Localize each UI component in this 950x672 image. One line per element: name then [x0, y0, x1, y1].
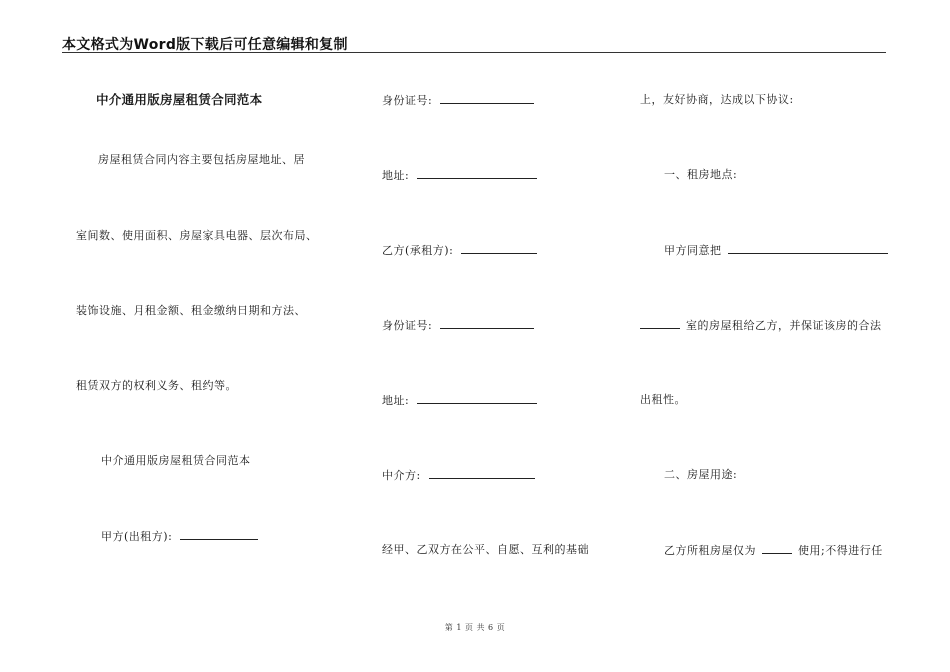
agent-row	[382, 468, 535, 483]
id-number-a-blank	[440, 93, 534, 104]
page-footer: 第 1 页 共 6 页	[444, 623, 506, 632]
address-a-blank	[417, 168, 537, 179]
intro-line-4: 租赁双方的权利义务、租约等。	[76, 379, 237, 392]
room-number-blank	[640, 318, 680, 329]
address-a-row	[382, 168, 537, 183]
party-a-blank	[180, 529, 258, 540]
house-use-suffix: 使用;不得进行任	[798, 544, 883, 557]
address-a-label: 地址:	[382, 169, 410, 182]
agent-label: 中介方:	[382, 469, 421, 482]
address-b-label: 地址:	[382, 394, 410, 407]
agent-blank	[429, 468, 535, 479]
header-rule	[62, 52, 886, 53]
intro-line-1: 房屋租赁合同内容主要包括房屋地址、居	[98, 153, 305, 166]
id-number-b-label: 身份证号:	[382, 319, 433, 332]
id-number-a-row	[382, 93, 534, 108]
house-use-blank	[762, 543, 792, 554]
rental-room-text: 室的房屋租给乙方，并保证该房的合法	[686, 319, 882, 332]
id-number-b-blank	[440, 318, 534, 329]
rental-room-row	[640, 318, 882, 333]
document-title: 中介通用版房屋租赁合同范本	[96, 92, 263, 107]
id-number-b-row	[382, 318, 534, 333]
section-2-heading: 二、房屋用途:	[664, 468, 738, 481]
subtitle: 中介通用版房屋租赁合同范本	[101, 454, 251, 467]
party-a-label: 甲方(出租方):	[101, 530, 173, 543]
intro-line-3: 装饰设施、月租金额、租金缴纳日期和方法、	[76, 304, 306, 317]
party-b-blank	[461, 243, 537, 254]
intro-line-2: 室间数、使用面积、房屋家具电器、层次布局、	[76, 229, 318, 242]
address-b-blank	[417, 393, 537, 404]
lessor-agrees-row	[664, 243, 888, 258]
house-use-prefix: 乙方所租房屋仅为	[664, 544, 756, 557]
document-header: 本文格式为Word版下载后可任意编辑和复制	[62, 37, 348, 53]
address-b-row	[382, 393, 537, 408]
agreement-line-1: 经甲、乙双方在公平、自愿、互利的基础	[382, 543, 589, 556]
party-b-label: 乙方(承租方):	[382, 244, 454, 257]
agreement-line-2: 上，友好协商，达成以下协议:	[640, 93, 794, 106]
section-1-heading: 一、租房地点:	[664, 168, 738, 181]
id-number-a-label: 身份证号:	[382, 94, 433, 107]
legal-rental-text: 出租性。	[640, 393, 686, 406]
lessor-agrees-label: 甲方同意把	[664, 244, 722, 257]
party-a-row	[101, 529, 258, 544]
house-use-row	[664, 543, 883, 558]
property-address-blank	[728, 243, 888, 254]
party-b-row	[382, 243, 537, 258]
